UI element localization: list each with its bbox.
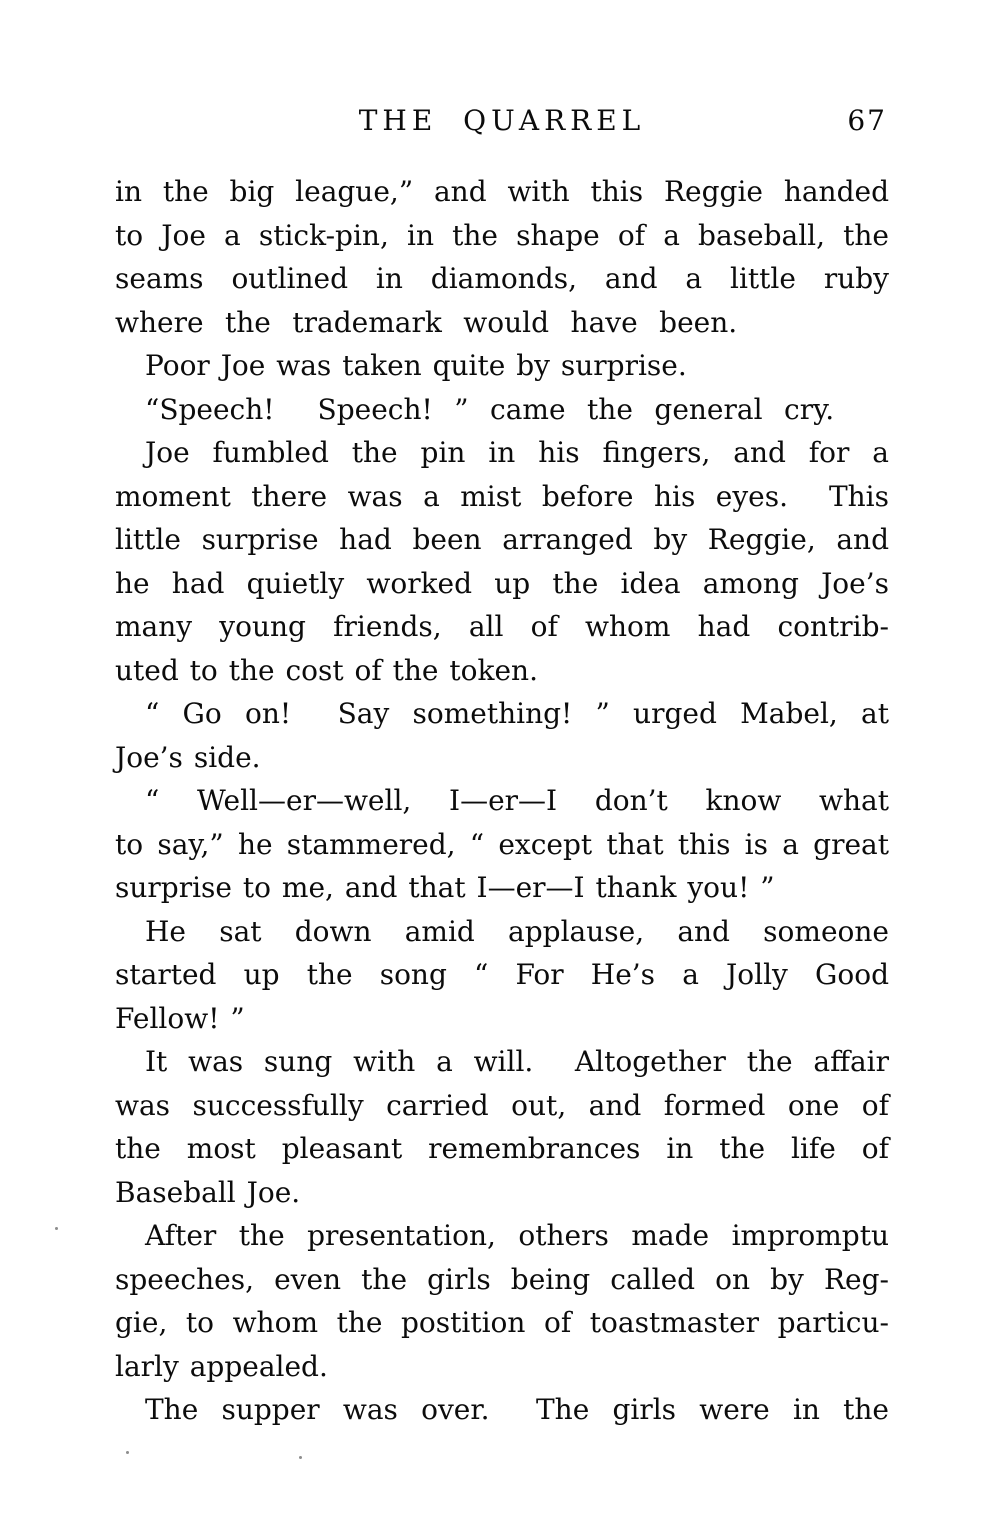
text-line: After the presentation, others made impromptu xyxy=(145,1219,889,1252)
text-line: was successfully carried out, and formed one of xyxy=(115,1088,889,1122)
text-line: “ Go on! Say something! ” urged Mabel, at xyxy=(145,697,889,730)
text-line: It was sung with a will. Altogether the affair xyxy=(145,1045,889,1078)
text-line: speeches, even the girls being called on by Reg- xyxy=(115,1262,889,1296)
text-line: in the big league,” and with this Reggie handed xyxy=(115,175,889,208)
text-line: the most pleasant remembrances in the life of xyxy=(115,1132,889,1165)
text-line: The supper was over. The girls were in the xyxy=(145,1393,889,1426)
chapter-title: THE QUARREL xyxy=(358,104,646,137)
text-line: larly appealed. xyxy=(115,1349,328,1383)
running-header xyxy=(115,101,889,143)
page-number: 67 xyxy=(847,104,887,137)
text-block xyxy=(115,170,889,1432)
text-line: to Joe a stick-pin, in the shape of a baseball, the xyxy=(115,218,889,252)
text-line: “Speech! Speech! ” came the general cry. xyxy=(145,392,835,426)
text-line: Joe fumbled the pin in his fingers, and for a xyxy=(145,436,889,469)
text-line: many young friends, all of whom had contrib- xyxy=(115,610,889,643)
scan-speck xyxy=(55,1227,58,1230)
text-line: “ Well—er—well, I—er—I don’t know what xyxy=(145,784,889,817)
text-line: to say,” he stammered, “ except that this is a great xyxy=(115,827,889,861)
text-line: where the trademark would have been. xyxy=(115,305,738,339)
text-line: uted to the cost of the token. xyxy=(115,653,538,687)
text-line: surprise to me, and that I—er—I thank you! ” xyxy=(115,871,775,904)
text-line: Fellow! ” xyxy=(115,1001,245,1035)
scan-speck xyxy=(299,1456,302,1459)
text-line: little surprise had been arranged by Reggie, and xyxy=(115,523,889,556)
text-line: Joe’s side. xyxy=(115,740,261,774)
text-line: Poor Joe was taken quite by surprise. xyxy=(145,349,687,382)
text-line: gie, to whom the postition of toastmaster particu- xyxy=(115,1306,889,1339)
scan-speck xyxy=(126,1451,129,1454)
text-line: started up the song “ For He’s a Jolly Good xyxy=(115,958,889,991)
text-line: seams outlined in diamonds, and a little ruby xyxy=(115,262,889,295)
text-line: he had quietly worked up the idea among Joe’s xyxy=(115,566,889,600)
text-line: Baseball Joe. xyxy=(115,1175,301,1209)
text-line: moment there was a mist before his eyes. This xyxy=(115,479,889,513)
text-line: He sat down amid applause, and someone xyxy=(145,914,889,948)
